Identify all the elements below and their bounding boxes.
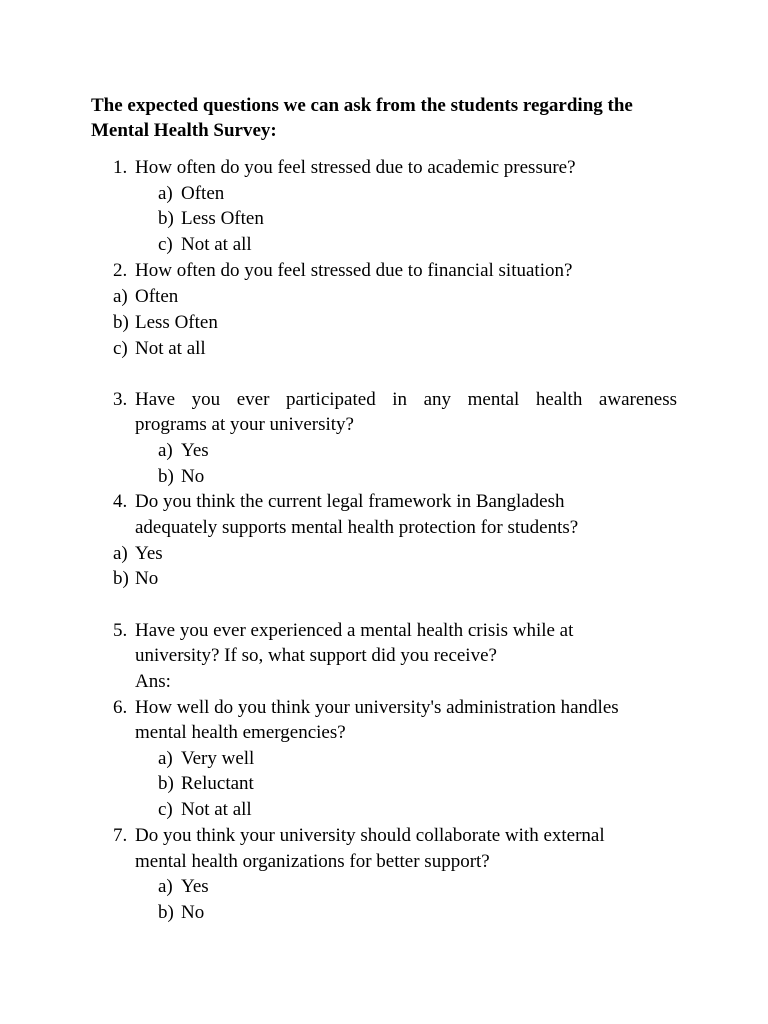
question-text-continued: university? If so, what support did you receive? [135, 645, 497, 666]
option-marker: b) [158, 466, 174, 487]
question-text: Do you think the current legal framework in Bangladesh [135, 491, 565, 512]
option-marker: a) [113, 286, 128, 307]
option-marker: b) [158, 208, 174, 229]
question-text: How often do you feel stressed due to academic pressure? [135, 157, 576, 178]
option-marker: a) [158, 183, 173, 204]
question-text: How often do you feel stressed due to financial situation? [135, 260, 573, 281]
option-text: No [135, 568, 159, 589]
question-number: 6. [113, 697, 128, 718]
option-marker: b) [158, 902, 174, 923]
question-number: 3. [113, 389, 128, 410]
option-marker: b) [113, 568, 129, 589]
question-text: Do you think your university should collaborate with external [135, 825, 605, 846]
option-marker: c) [113, 338, 128, 359]
option-marker: a) [158, 876, 173, 897]
question-text-continued: mental health organizations for better support? [135, 851, 490, 872]
option-text: Not at all [181, 234, 252, 255]
question-text: How well do you think your university's administration handles [135, 697, 619, 718]
question-number: 1. [113, 157, 128, 178]
question-number: 2. [113, 260, 128, 281]
question-text-continued: mental health emergencies? [135, 722, 346, 743]
option-text: No [181, 466, 205, 487]
question-number: 4. [113, 491, 128, 512]
option-marker: b) [158, 773, 174, 794]
question-number: 5. [113, 620, 128, 641]
answer-label: Ans: [135, 671, 171, 692]
option-text: Not at all [181, 799, 252, 820]
option-text: No [181, 902, 205, 923]
option-text: Less Often [135, 312, 218, 333]
question-text: Have you ever participated in any mental health awareness [135, 389, 677, 410]
option-text: Yes [181, 876, 209, 897]
question-text-continued: programs at your university? [135, 414, 354, 435]
option-text: Very well [181, 748, 255, 769]
option-text: Not at all [135, 338, 206, 359]
option-text: Reluctant [181, 773, 254, 794]
option-marker: a) [158, 440, 173, 461]
option-marker: c) [158, 799, 173, 820]
question-text: Have you ever experienced a mental health crisis while at [135, 620, 574, 641]
option-text: Often [135, 286, 179, 307]
document-title: The expected questions we can ask from the students regarding the Mental Health Survey: [91, 95, 633, 141]
option-marker: a) [158, 748, 173, 769]
option-marker: c) [158, 234, 173, 255]
option-text: Often [181, 183, 225, 204]
option-text: Less Often [181, 208, 264, 229]
option-marker: a) [113, 543, 128, 564]
option-text: Yes [135, 543, 163, 564]
question-text-continued: adequately supports mental health protection for students? [135, 517, 579, 538]
question-number: 7. [113, 825, 128, 846]
option-marker: b) [113, 312, 129, 333]
option-text: Yes [181, 440, 209, 461]
